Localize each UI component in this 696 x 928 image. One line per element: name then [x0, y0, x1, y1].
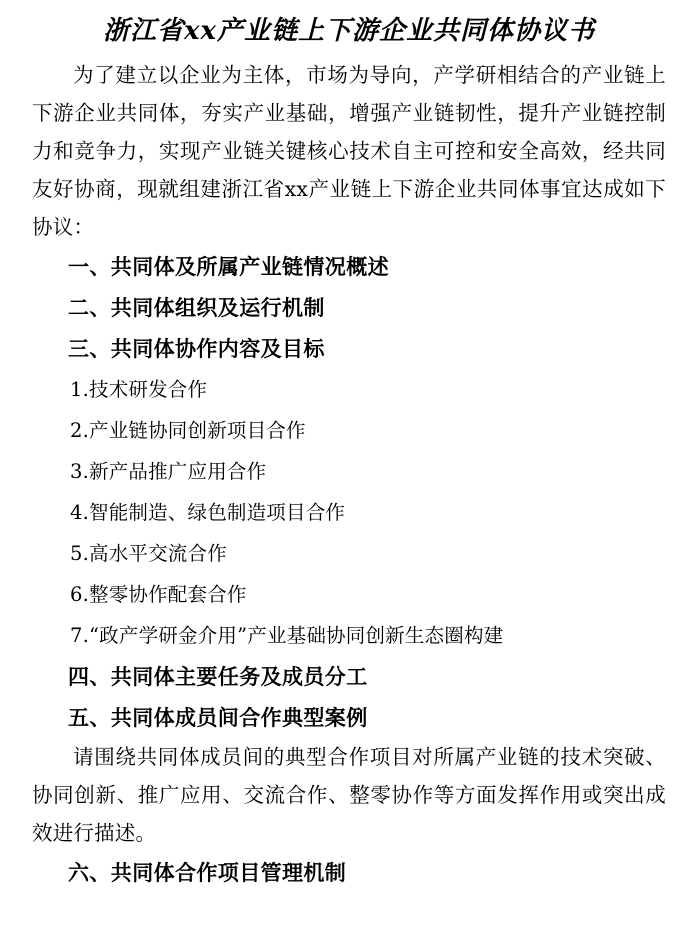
list-item: 3.新产品推广应用合作	[70, 460, 267, 483]
list-item: 4.智能制造、绿色制造项目合作	[70, 501, 346, 524]
section-five-paragraph: 请围绕共同体成员间的典型合作项目对所属产业链的技术突破、协同创新、推广应用、交流合作、整零协作等方面发挥作用或突出成效进行描述。	[32, 745, 666, 845]
section-heading-six: 六、共同体合作项目管理机制	[68, 860, 347, 885]
list-item: 5.高水平交流合作	[70, 542, 227, 565]
section-heading-three: 三、共同体协作内容及目标	[68, 336, 325, 361]
section-heading-two: 二、共同体组织及运行机制	[68, 295, 325, 320]
section-heading-one: 一、共同体及所属产业链情况概述	[68, 254, 389, 279]
section-heading-four: 四、共同体主要任务及成员分工	[68, 664, 368, 689]
list-item: 6.整零协作配套合作	[70, 583, 247, 606]
page-title: 浙江省xx产业链上下游企业共同体协议书	[102, 16, 595, 46]
intro-paragraph: 为了建立以企业为主体，市场为导向，产学研相结合的产业链上下游企业共同体，夯实产业基础，增强产业链韧性，提升产业链控制力和竞争力，实现产业链关键核心技术自主可控和安全高效，经共同友好协商，现就组建浙江省xx产业链上下游企业共同体事宜达成如下协议：	[32, 63, 666, 239]
list-item: 2.产业链协同创新项目合作	[70, 419, 306, 442]
list-item: 7.“政产学研金介用”产业基础协同创新生态圈构建	[70, 624, 504, 647]
section-heading-five: 五、共同体成员间合作典型案例	[68, 705, 368, 730]
list-item: 1.技术研发合作	[70, 378, 208, 401]
